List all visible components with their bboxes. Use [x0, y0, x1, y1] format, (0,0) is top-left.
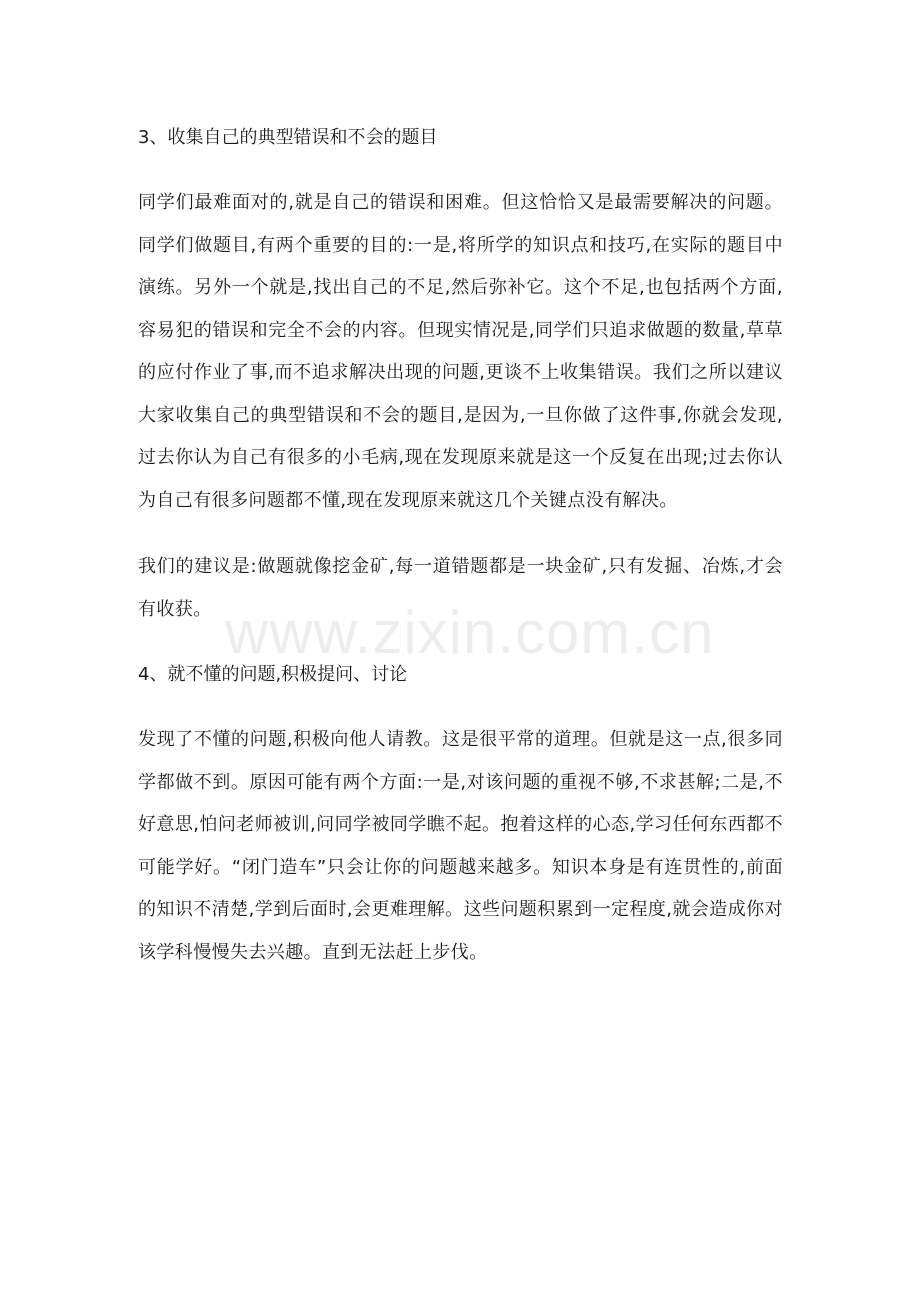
document-body	[138, 118, 783, 998]
site-watermark: www.zixin.com.cn	[225, 599, 715, 666]
section-4-heading: 4、就不懂的问题,积极提问、讨论	[138, 664, 408, 685]
section-3-paragraph-2: 我们的建议是:做题就像挖金矿,每一道错题都是一块金矿,只有发掘、冶炼,才会有收获。	[138, 556, 783, 620]
section-3-heading: 3、收集自己的典型错误和不会的题目	[138, 127, 438, 148]
section-3-paragraph-1: 同学们最难面对的,就是自己的错误和困难。但这恰恰又是最需要解决的问题。同学们做题目,有两个重要的目的:一是,将所学的知识点和技巧,在实际的题目中演练。另外一个就是,找出自己的不足,然后弥补它。这个不足,也包括两个方面,容易犯的错误和完全不会的内容。但现实情况是,同学们只追求做题的数量,草草的应付作业了事,而不追求解决出现的问题,更谈不上收集错误。我们之所以建议大家收集自己的典型错误和不会的题目,是因为,一旦你做了这件事,你就会发现,过去你认为自己有很多的小毛病,现在发现原来就是这一个反复在出现;过去你认为自己有很多问题都不懂,现在发现原来就这几个关键点没有解决。	[138, 192, 783, 511]
section-4-paragraph-1: 发现了不懂的问题,积极向他人请教。这是很平常的道理。但就是这一点,很多同学都做不到。原因可能有两个方面:一是,对该问题的重视不够,不求甚解;二是,不好意思,怕问老师被训,问同学被同学瞧不起。抱着这样的心态,学习任何东西都不可能学好。“闭门造车”只会让你的问题越来越多。知识本身是有连贯性的,前面的知识不清楚,学到后面时,会更难理解。这些问题积累到一定程度,就会造成你对该学科慢慢失去兴趣。直到无法赶上步伐。	[138, 729, 783, 963]
